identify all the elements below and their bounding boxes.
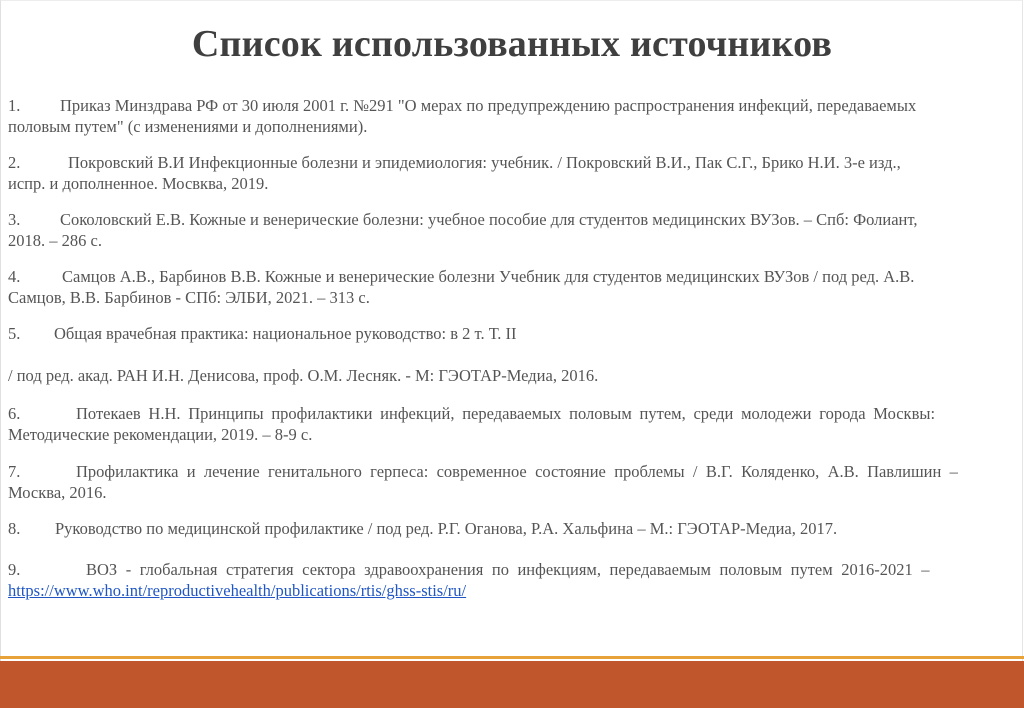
reference-line: 2018. – 286 с. bbox=[8, 231, 102, 250]
reference-text: Потекаев Н.Н. Принципы профилактики инфекций, передаваемых половым путем, среди молодежи города Москвы: bbox=[76, 404, 936, 423]
page-title: Список использованных источников bbox=[191, 23, 833, 65]
who-strategy-link[interactable]: https://www.who.int/reproductivehealth/publications/rtis/ghss-stis/ru/ bbox=[8, 581, 467, 600]
reference-number: 7. bbox=[8, 462, 21, 481]
reference-item-4 bbox=[8, 266, 1024, 308]
reference-number: 9. bbox=[8, 560, 21, 579]
reference-line bbox=[8, 152, 1024, 173]
reference-number: 4. bbox=[8, 267, 21, 286]
reference-line: Самцов, В.В. Барбинов - СПб: ЭЛБИ, 2021. – 313 с. bbox=[8, 288, 370, 307]
reference-number: 1. bbox=[8, 96, 21, 115]
reference-text: Руководство по медицинской профилактике / под ред. Р.Г. Оганова, Р.А. Хальфина – М.: ГЭОТАР-Медиа, 2017. bbox=[55, 519, 838, 538]
reference-text: ВОЗ - глобальная стратегия сектора здравоохранения по инфекциям, передаваемым половым путем 2016-2021 – bbox=[86, 560, 930, 579]
reference-item-5 bbox=[8, 323, 1024, 344]
reference-text: Соколовский Е.В. Кожные и венерические болезни: учебное пособие для студентов медицинских ВУЗов. – Спб: Фолиант, bbox=[60, 210, 918, 229]
reference-line: / под ред. акад. РАН И.Н. Денисова, проф. О.М. Лесняк. - М: ГЭОТАР-Медиа, 2016. bbox=[8, 366, 599, 385]
reference-item-9 bbox=[8, 559, 1024, 601]
reference-number: 5. bbox=[8, 324, 21, 343]
reference-line bbox=[8, 580, 1024, 601]
reference-line: Москва, 2016. bbox=[8, 483, 107, 502]
reference-number: 2. bbox=[8, 153, 21, 172]
reference-item-3 bbox=[8, 209, 1024, 251]
reference-line bbox=[8, 461, 1024, 482]
reference-item-1 bbox=[8, 95, 1024, 137]
footer-accent-line bbox=[0, 656, 1024, 659]
footer-bar bbox=[0, 661, 1024, 708]
reference-line bbox=[8, 323, 1024, 344]
reference-text: Покровский В.И Инфекционные болезни и эпидемиология: учебник. / Покровский В.И., Пак С.Г., Брико Н.И. 3-е изд., bbox=[68, 153, 901, 172]
reference-text: Приказ Минздрава РФ от 30 июля 2001 г. №291 "О мерах по предупреждению распространения инфекций, передаваемых bbox=[60, 96, 917, 115]
reference-item-7 bbox=[8, 461, 1024, 503]
reference-line bbox=[8, 209, 1024, 230]
reference-item-8 bbox=[8, 518, 1024, 539]
reference-line bbox=[8, 518, 1024, 539]
reference-number: 8. bbox=[8, 519, 21, 538]
reference-number: 3. bbox=[8, 210, 21, 229]
reference-item-6 bbox=[8, 403, 1024, 445]
reference-item-5-continued bbox=[8, 365, 1024, 386]
reference-line: испр. и дополненное. Мосвква, 2019. bbox=[8, 174, 269, 193]
reference-text: Самцов А.В., Барбинов В.В. Кожные и венерические болезни Учебник для студентов медицинских ВУЗов / под ред. А.В. bbox=[62, 267, 915, 286]
reference-line bbox=[8, 95, 1024, 116]
reference-line: половым путем" (с изменениями и дополнениями). bbox=[8, 117, 368, 136]
reference-text: Профилактика и лечение генитального герпеса: современное состояние проблемы / В.Г. Коляденко, А.В. Павлишин – bbox=[76, 462, 958, 481]
reference-line bbox=[8, 266, 1024, 287]
reference-text: Общая врачебная практика: национальное руководство: в 2 т. Т. II bbox=[54, 324, 517, 343]
reference-line bbox=[8, 403, 1024, 424]
reference-item-2 bbox=[8, 152, 1024, 194]
reference-line bbox=[8, 559, 1024, 580]
reference-number: 6. bbox=[8, 404, 21, 423]
reference-line: Методические рекомендации, 2019. – 8-9 с. bbox=[8, 425, 313, 444]
